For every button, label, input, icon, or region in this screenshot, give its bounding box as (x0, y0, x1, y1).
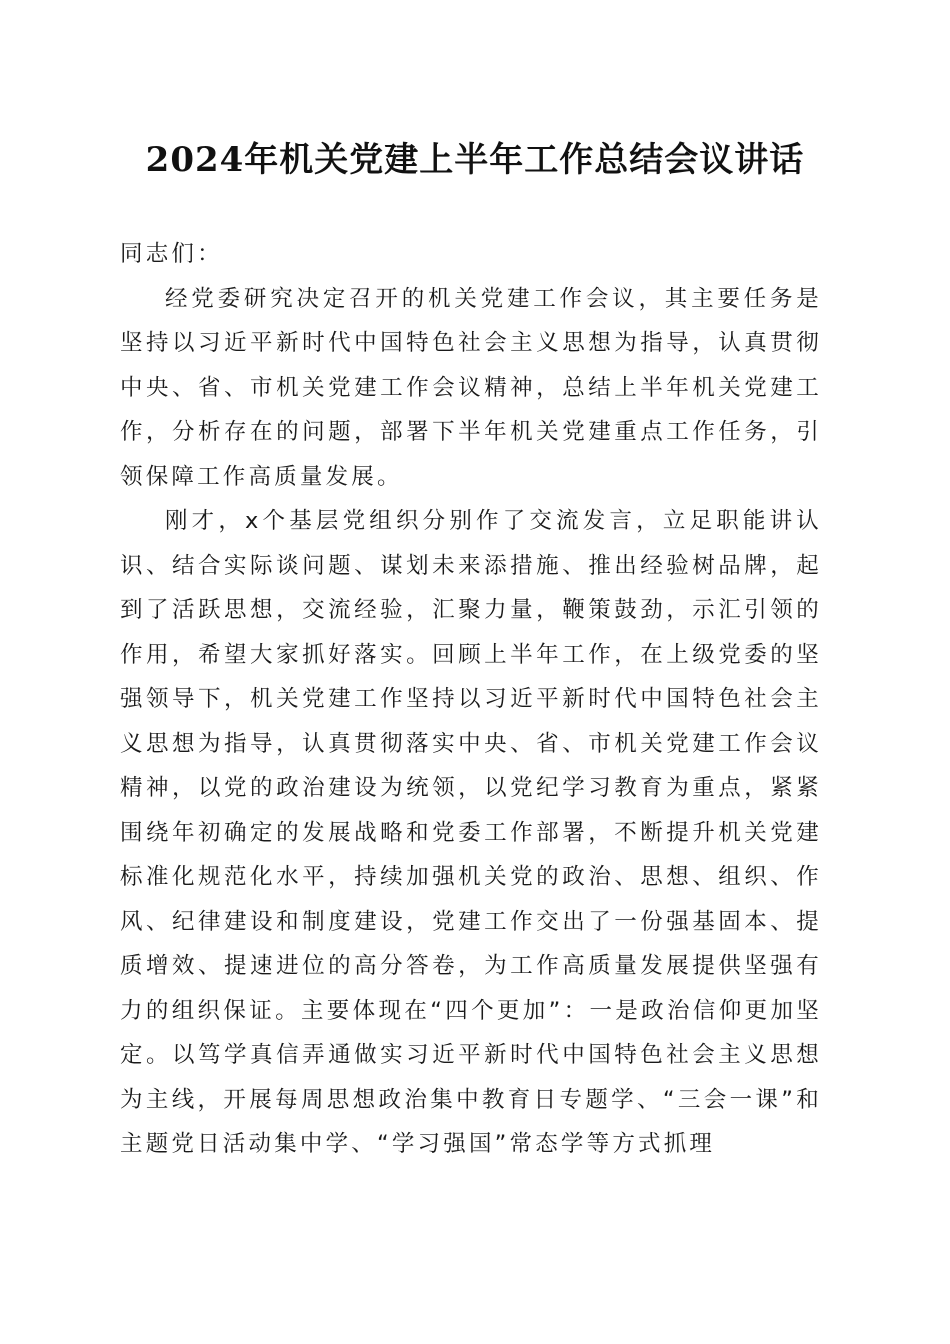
document-title: 2024年机关党建上半年工作总结会议讲话 (145, 140, 805, 180)
salutation: 同志们： (120, 241, 223, 267)
paragraph-1: 经党委研究决定召开的机关党建工作会议，其主要任务是坚持以习近平新时代中国特色社会主义思想为指导，认真贯彻中央、省、市机关党建工作会议精神，总结上半年机关党建工作，分析存在的问题，部署下半年机关党建重点工作任务，引领保障工作高质量发展。 (120, 285, 822, 490)
document-body (120, 232, 822, 1167)
paragraph-2: 刚才，x个基层党组织分别作了交流发言，立足职能讲认识、结合实际谈问题、谋划未来添措施、推出经验树品牌，起到了活跃思想，交流经验，汇聚力量，鞭策鼓劲，示汇引领的作用，希望大家抓好落实。回顾上半年工作，在上级党委的坚强领导下，机关党建工作坚持以习近平新时代中国特色社会主义思想为指导，认真贯彻落实中央、省、市机关党建工作会议精神，以党的政治建设为统领，以党纪学习教育为重点，紧紧围绕年初确定的发展战略和党委工作部署，不断提升机关党建标准化规范化水平，持续加强机关党的政治、思想、组织、作风、纪律建设和制度建设，党建工作交出了一份强基固本、提质增效、提速进位的高分答卷，为工作高质量发展提供坚强有力的组织保证。主要体现在“四个更加”：一是政治信仰更加坚定。以笃学真信弄通做实习近平新时代中国特色社会主义思想为主线，开展每周思想政治集中教育日专题学、“三会一课”和主题党日活动集中学、“学习强国”常态学等方式抓理 (120, 508, 822, 1157)
